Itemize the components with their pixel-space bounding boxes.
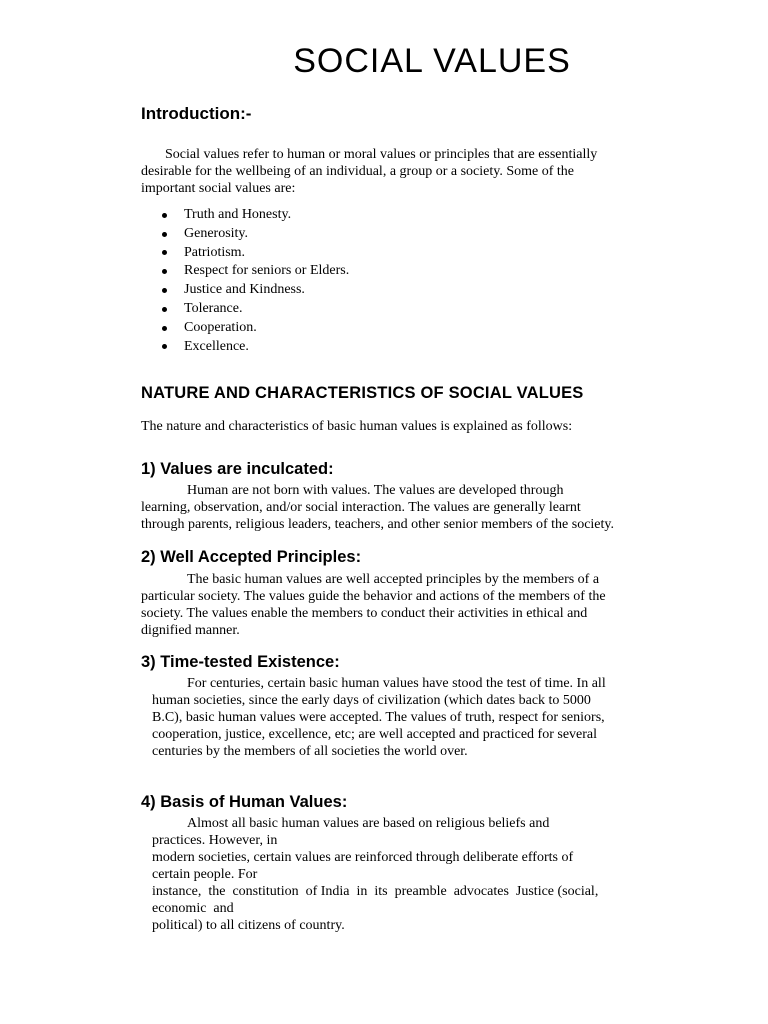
bullet-icon xyxy=(162,307,167,312)
list-item xyxy=(160,244,349,263)
list-item xyxy=(160,319,349,338)
section-heading-basis: 4) Basis of Human Values: xyxy=(141,793,348,811)
section-paragraph-basis xyxy=(152,815,662,934)
section-heading-well-accepted: 2) Well Accepted Principles: xyxy=(141,548,362,566)
paragraph-line: political) to all citizens of country. xyxy=(152,918,345,933)
list-item xyxy=(160,206,349,225)
nature-heading: NATURE AND CHARACTERISTICS OF SOCIAL VALUES xyxy=(141,384,584,402)
paragraph-line: practices. However, in xyxy=(152,833,278,848)
paragraph-line: Almost all basic human values are based on religious beliefs and xyxy=(187,816,550,831)
list-item xyxy=(160,225,349,244)
section-paragraph-well-accepted xyxy=(141,571,661,639)
paragraph-line: Social values refer to human or moral values or principles that are essentially xyxy=(165,147,598,162)
bullet-icon xyxy=(162,213,167,218)
paragraph-line: Human are not born with values. The values are developed through xyxy=(187,483,564,498)
list-item-label: Cooperation. xyxy=(184,319,257,335)
bullet-icon xyxy=(162,344,167,349)
paragraph-line: modern societies, certain values are reinforced through deliberate efforts of xyxy=(152,850,574,865)
section-heading-values-inculcated: 1) Values are inculcated: xyxy=(141,460,334,478)
document-title: SOCIAL VALUES xyxy=(293,42,571,80)
introduction-paragraph xyxy=(141,146,661,197)
paragraph-line: particular society. The values guide the behavior and actions of the members of the xyxy=(141,589,606,604)
list-item-label: Justice and Kindness. xyxy=(184,282,305,298)
paragraph-line: centuries by the members of all societies the world over. xyxy=(152,744,468,759)
list-item-label: Patriotism. xyxy=(184,244,246,260)
paragraph-line: instance, the constitution of India in its preamble advocates Justice (social, xyxy=(152,884,599,899)
paragraph-line: cooperation, justice, excellence, etc; are well accepted and practiced for several xyxy=(152,727,598,742)
list-item-label: Truth and Honesty. xyxy=(184,207,292,222)
list-item xyxy=(160,281,349,300)
list-item-label: Excellence. xyxy=(184,338,249,354)
section-paragraph-values-inculcated xyxy=(141,482,661,533)
list-item xyxy=(160,300,349,319)
list-item-label: Respect for seniors or Elders. xyxy=(184,263,350,279)
list-item xyxy=(160,262,349,281)
social-values-list xyxy=(160,206,349,356)
section-heading-time-tested: 3) Time-tested Existence: xyxy=(141,653,340,671)
section-paragraph-time-tested xyxy=(152,675,662,760)
paragraph-line: society. The values enable the members to conduct their activities in ethical and xyxy=(141,606,588,621)
paragraph-line: important social values are: xyxy=(141,181,296,196)
bullet-icon xyxy=(162,250,167,255)
bullet-icon xyxy=(162,326,167,331)
paragraph-line: certain people. For xyxy=(152,867,258,882)
paragraph-line: through parents, religious leaders, teachers, and other senior members of the society. xyxy=(141,517,614,532)
paragraph-line: economic and xyxy=(152,901,234,916)
bullet-icon xyxy=(162,288,167,293)
list-item-label: Tolerance. xyxy=(184,300,243,316)
introduction-heading: Introduction:- xyxy=(141,104,252,123)
paragraph-line: dignified manner. xyxy=(141,623,240,638)
paragraph-line: B.C), basic human values were accepted. The values of truth, respect for seniors, xyxy=(152,710,605,725)
list-item-label: Generosity. xyxy=(184,225,249,241)
paragraph-line: For centuries, certain basic human values have stood the test of time. In all xyxy=(187,676,606,691)
paragraph-line: human societies, since the early days of civilization (which dates back to 5000 xyxy=(152,693,591,708)
paragraph-line: The basic human values are well accepted principles by the members of a xyxy=(187,572,600,587)
paragraph-line: desirable for the wellbeing of an individual, a group or a society. Some of the xyxy=(141,164,574,179)
bullet-icon xyxy=(162,269,167,274)
list-item xyxy=(160,338,349,357)
paragraph-line: learning, observation, and/or social interaction. The values are generally learnt xyxy=(141,500,581,515)
nature-intro: The nature and characteristics of basic human values is explained as follows: xyxy=(141,419,573,434)
bullet-icon xyxy=(162,232,167,237)
